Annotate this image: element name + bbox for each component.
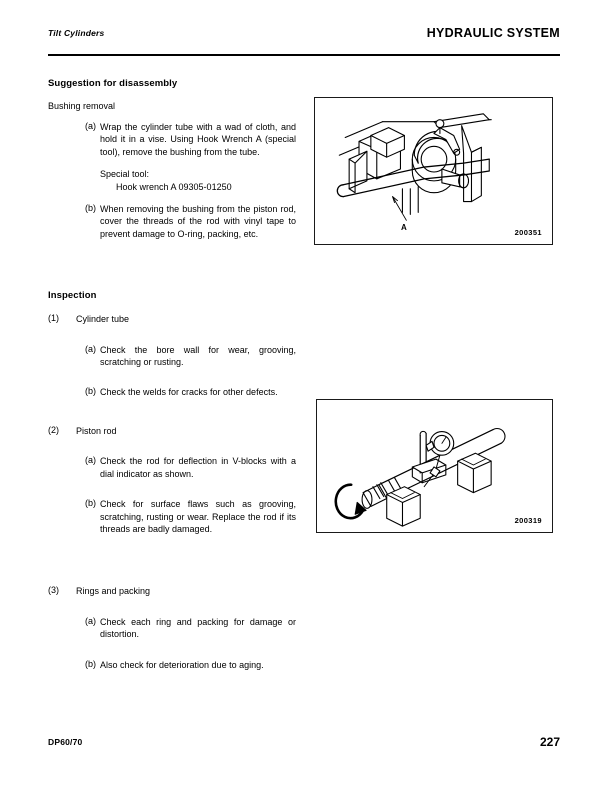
figure-illustration	[315, 98, 552, 244]
group-title: Cylinder tube	[76, 314, 130, 325]
list-item	[48, 585, 296, 597]
page-footer	[48, 735, 560, 753]
list-item	[48, 344, 296, 369]
page-header	[48, 28, 560, 50]
list-item	[48, 203, 296, 240]
spacer	[48, 378, 296, 386]
list-item	[48, 425, 296, 437]
list-item-text: Check the welds for cracks for other defects.	[100, 387, 278, 398]
list-marker: (3)	[48, 585, 59, 596]
figure-id-number: 200319	[514, 516, 542, 525]
figure-id-number: 200351	[514, 228, 542, 237]
list-marker: (b)	[85, 386, 96, 397]
section-heading-inspection: Inspection	[48, 290, 97, 302]
list-item	[48, 386, 296, 398]
list-marker: (a)	[85, 615, 96, 626]
figure-piston-rod-v-blocks	[316, 399, 553, 533]
list-item	[48, 313, 296, 325]
list-item-text: Also check for deterioration due to aging.	[100, 659, 264, 670]
spacer	[48, 336, 296, 344]
list-marker: (b)	[85, 498, 96, 509]
header-divider	[48, 54, 560, 56]
list-item	[48, 498, 296, 535]
list-item	[48, 616, 296, 641]
list-item	[48, 659, 296, 671]
list-marker: (2)	[48, 424, 59, 435]
list-marker: (a)	[85, 121, 96, 131]
section-spacer	[48, 250, 296, 290]
group-title: Piston rod	[76, 425, 117, 436]
group-title: Rings and packing	[76, 586, 151, 597]
list-item-text: Wrap the cylinder tube with a wad of cloth, and hold it in a vise. Using Hook Wrench A (special tool), remove the bushing from the tube.	[100, 122, 296, 157]
header-section-title: Tilt Cylinders	[48, 28, 105, 38]
list-item-text: When removing the bushing from the piston rod, cover the threads of the rod with vinyl tape to prevent damage to O-ring, packing, etc.	[100, 204, 296, 239]
content-column	[48, 78, 296, 681]
figure-illustration	[317, 400, 552, 532]
footer-model-code: DP60/70	[48, 737, 83, 747]
spacer	[48, 490, 296, 498]
header-chapter-title: HYDRAULIC SYSTEM	[426, 26, 560, 40]
list-item-text: Check the rod for deflection in V-blocks with a dial indicator as shown.	[100, 456, 296, 479]
list-item	[48, 455, 296, 480]
section-heading-disassembly: Suggestion for disassembly	[48, 78, 178, 89]
footer-page-number: 227	[539, 735, 560, 749]
list-marker: (1)	[48, 313, 59, 324]
list-marker: (a)	[85, 455, 96, 466]
figure-callout-label: A	[401, 223, 407, 232]
spacer	[48, 447, 296, 455]
special-tool-value: Hook wrench A 09305-01250	[116, 181, 232, 192]
list-item-text: Check each ring and packing for damage or distortion.	[100, 616, 296, 640]
spacer	[48, 409, 296, 425]
list-marker: (b)	[85, 658, 96, 669]
list-item	[48, 121, 296, 193]
spacer	[48, 651, 296, 659]
special-tool-label: Special tool:	[100, 169, 150, 180]
list-marker: (a)	[85, 343, 96, 354]
spacer	[48, 608, 296, 616]
list-item-text: Check the bore wall for wear, grooving, scratching or rusting.	[100, 344, 296, 368]
list-item-text: Check for surface flaws such as grooving, scratching, rusting or wear. Replace the rod if its threads are badly damaged.	[100, 499, 296, 534]
figure-vise-hook-wrench	[314, 97, 553, 245]
list-marker: (b)	[85, 203, 96, 214]
special-tool-note	[100, 168, 296, 193]
spacer	[48, 545, 296, 585]
subheading-bushing-removal: Bushing removal	[48, 101, 116, 111]
